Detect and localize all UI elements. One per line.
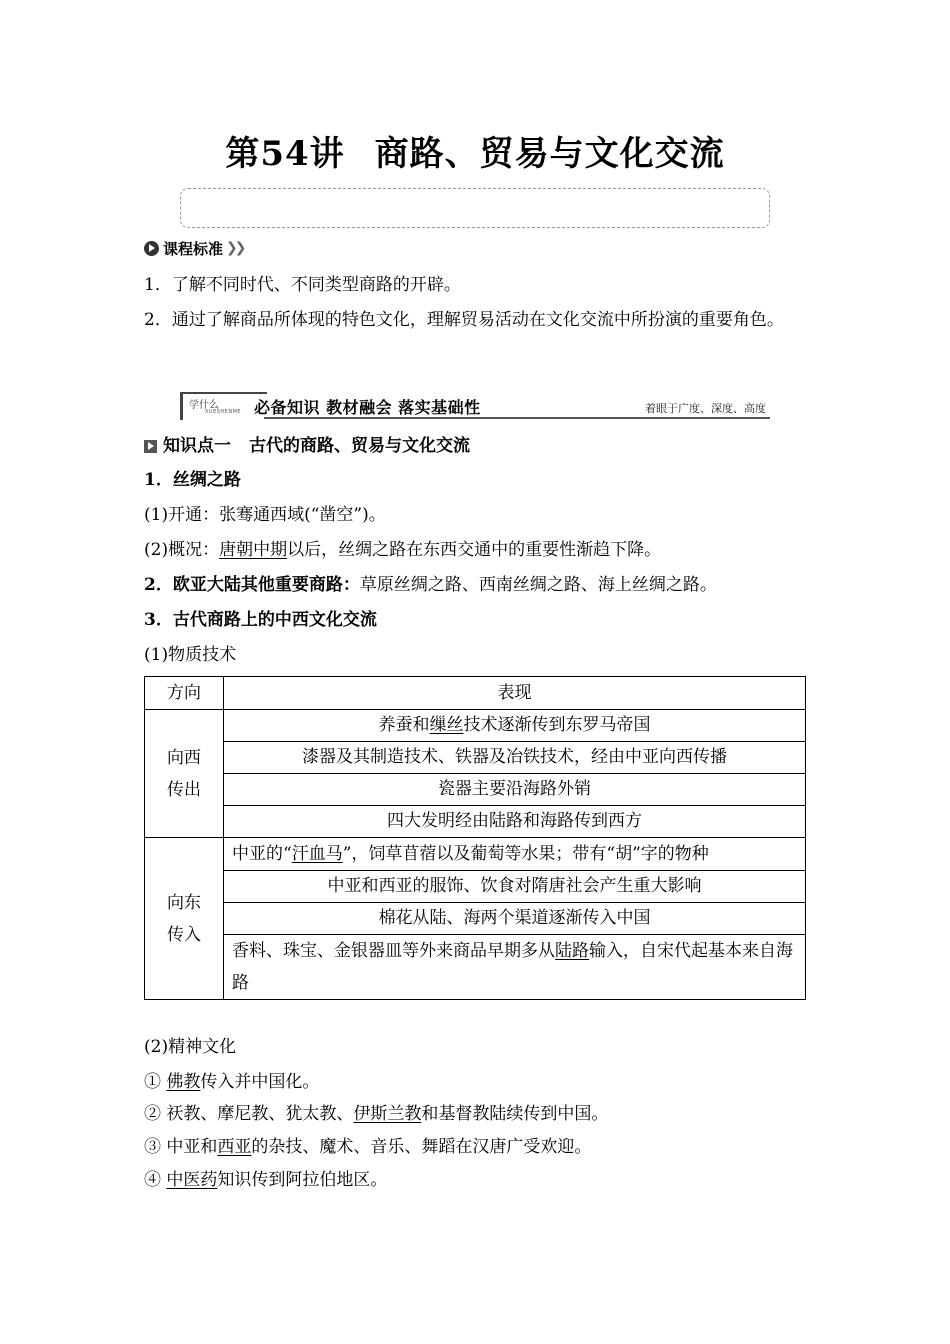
section-1-overview [144, 533, 661, 567]
item-number: ③ [144, 1137, 161, 1157]
item-text: 中亚和 [166, 1137, 218, 1157]
item-text: 传入并中国化。 [200, 1072, 320, 1092]
section-3-sub2: (2)精神文化 [144, 1037, 237, 1057]
direction-east [145, 838, 224, 1000]
section-3-sub1: (1)物质技术 [144, 645, 237, 665]
item-underlined: 伊斯兰教 [353, 1104, 422, 1124]
item-text: 和基督教陆续传到中国。 [421, 1104, 609, 1124]
table-row [145, 871, 806, 903]
course-standard-label: 课程标准 [163, 239, 224, 258]
table-cell: 漆器及其制造技术、铁器及冶铁技术，经由中亚向西传播 [224, 742, 806, 774]
table-cell [224, 935, 806, 1000]
item-text: 知识传到阿拉伯地区。 [217, 1170, 388, 1190]
standard-item-2: 2．通过了解商品所体现的特色文化，理解贸易活动在文化交流中所扮演的重要角色。 [144, 310, 784, 330]
overview-prefix: (2)概况： [144, 540, 220, 560]
item-text: 的杂技、魔术、音乐、舞蹈在汉唐广受欢迎。 [251, 1137, 592, 1157]
cell-text: ”，饲草苜蓿以及葡萄等水果；带有“胡”字的物种 [342, 844, 709, 864]
table-cell: 棉花从陆、海两个渠道逐渐传入中国 [224, 903, 806, 935]
banner-main-text: 必备知识 教材融会 落实基础性 [254, 398, 481, 417]
overview-suffix: 以后，丝绸之路在东西交通中的重要性渐趋下降。 [287, 540, 662, 560]
item-text: 祆教、摩尼教、犹太教、 [166, 1104, 354, 1124]
exchange-table [144, 676, 806, 1000]
item-number: ④ [144, 1170, 161, 1190]
cell-underlined: 陆路 [555, 941, 589, 961]
banner-logo-text: 学什么 [189, 400, 219, 411]
item-underlined: 中医药 [166, 1170, 218, 1190]
double-chevron-icon: ❯❯ [226, 240, 244, 256]
west-label-2: 传出 [167, 779, 201, 800]
dashed-frame [180, 188, 770, 228]
cell-text: 养蚕和 [378, 715, 430, 735]
table-row [145, 710, 806, 742]
cell-text: 输入，自宋代起基本来自海路 [232, 941, 793, 993]
item-underlined: 佛教 [166, 1072, 201, 1092]
cell-underlined: 缫丝 [429, 715, 464, 735]
spirit-item-3 [144, 1130, 591, 1164]
direction-west [145, 710, 224, 838]
section-2-title: 2．欧亚大陆其他重要商路： [144, 575, 360, 595]
cell-text: 香料、珠宝、金银器皿等外来商品早期多从 [232, 941, 555, 961]
section-1-opening: (1)开通：张骞通西域(“凿空”)。 [144, 505, 386, 525]
section-2-text: 草原丝绸之路、西南丝绸之路、海上丝绸之路。 [359, 575, 717, 595]
item-underlined: 西亚 [217, 1137, 252, 1157]
lecture-number: 第54讲 [225, 134, 345, 174]
table-header-direction: 方向 [145, 677, 224, 710]
west-label-1: 向西 [167, 747, 201, 768]
table-header-performance: 表现 [224, 677, 806, 710]
item-number: ① [144, 1072, 161, 1092]
play-box-icon [144, 440, 157, 453]
table-row [145, 903, 806, 935]
spirit-item-1 [144, 1065, 319, 1099]
banner-logo-subtext: XUESHENME [205, 409, 242, 415]
table-cell: 中亚和西亚的服饰、饮食对隋唐社会产生重大影响 [224, 871, 806, 903]
spirit-item-4 [144, 1163, 387, 1197]
lecture-name: 商路、贸易与文化交流 [374, 134, 725, 174]
spirit-item-2 [144, 1097, 608, 1131]
table-cell [224, 838, 806, 871]
cell-text: 技术逐渐传到东罗马帝国 [463, 715, 651, 735]
banner-underline [264, 417, 770, 419]
table-row [145, 806, 806, 838]
table-row [145, 935, 806, 1000]
section-3-title: 3．古代商路上的中西文化交流 [144, 610, 377, 630]
section-banner [180, 392, 770, 420]
table-cell [224, 710, 806, 742]
section-1-title: 1．丝绸之路 [144, 470, 241, 490]
section-2 [144, 568, 717, 602]
table-row [145, 838, 806, 871]
knowledge-point-label: 知识点一 [163, 436, 231, 456]
page-title [0, 126, 950, 175]
knowledge-point-title: 古代的商路、贸易与文化交流 [249, 436, 470, 456]
knowledge-point-heading [144, 432, 470, 460]
east-label-1: 向东 [167, 892, 201, 913]
table-header-row [145, 677, 806, 710]
overview-underlined: 唐朝中期 [219, 540, 288, 560]
east-label-2: 传入 [167, 924, 201, 945]
cell-text: 中亚的“ [232, 844, 292, 864]
table-row [145, 742, 806, 774]
cell-underlined: 汗血马 [291, 844, 343, 864]
table-cell: 瓷器主要沿海路外销 [224, 774, 806, 806]
banner-side-text: 着眼于广度、深度、高度 [645, 402, 766, 415]
table-cell: 四大发明经由陆路和海路传到西方 [224, 806, 806, 838]
table-row [145, 774, 806, 806]
item-number: ② [144, 1104, 161, 1124]
standard-item-1: 1．了解不同时代、不同类型商路的开辟。 [144, 275, 461, 295]
play-circle-icon [144, 241, 159, 256]
course-standard-heading [144, 238, 243, 258]
